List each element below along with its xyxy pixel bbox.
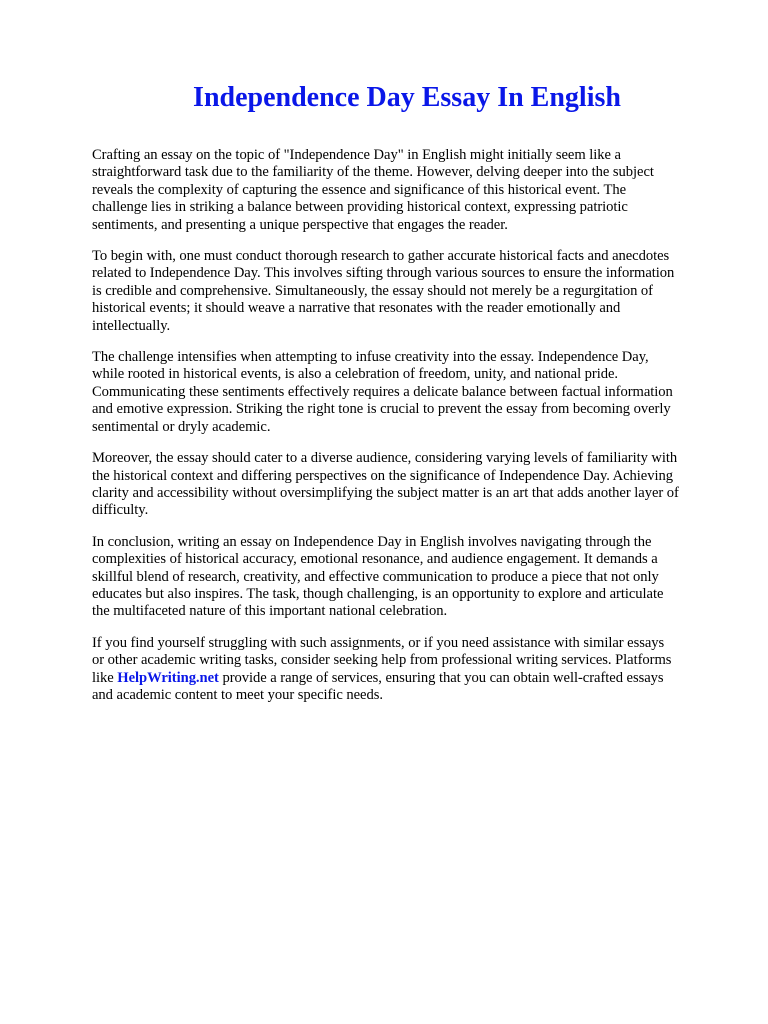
paragraph-line: difficulty. xyxy=(92,502,149,519)
closing-line-4: and academic content to meet your specific needs. xyxy=(92,686,383,703)
helpwriting-link[interactable]: HelpWriting.net xyxy=(117,669,219,686)
essay-body xyxy=(92,147,742,718)
paragraph-line: sentiments, and presenting a unique perspective that engages the reader. xyxy=(92,216,508,233)
paragraph-line: The challenge intensifies when attempting to infuse creativity into the essay. Independence Day, xyxy=(92,349,649,366)
paragraph-line: Moreover, the essay should cater to a diverse audience, considering varying levels of familiarity with xyxy=(92,450,678,467)
paragraph-line: In conclusion, writing an essay on Independence Day in English involves navigating through the xyxy=(92,533,652,550)
paragraph-line: the multifaceted nature of this important national celebration. xyxy=(92,603,448,620)
closing-paragraph xyxy=(92,635,742,705)
closing-line-3-start: like xyxy=(92,669,118,686)
paragraph-line: educates but also inspires. The task, though challenging, is an opportunity to explore and articulate xyxy=(92,585,664,602)
paragraph-line: complexities of historical accuracy, emotional resonance, and audience engagement. It demands a xyxy=(92,551,658,568)
closing-line-3 xyxy=(92,670,742,687)
closing-line-3-end: provide a range of services, ensuring that you can obtain well-crafted essays xyxy=(218,669,664,686)
paragraph-line: the historical context and differing perspectives on the significance of Independence Day. Achieving xyxy=(92,467,673,484)
paragraph-line: sentimental or dryly academic. xyxy=(92,418,271,435)
paragraph-line: and emotive expression. Striking the right tone is crucial to prevent the essay from becoming overly xyxy=(92,401,671,418)
paragraph-line: clarity and accessibility without oversimplifying the subject matter is an art that adds another layer of xyxy=(92,484,679,501)
paragraph-line: Crafting an essay on the topic of "Independence Day" in English might initially seem like a xyxy=(92,147,621,163)
page-title: Independence Day Essay In English xyxy=(193,82,621,113)
paragraph-list xyxy=(92,147,742,621)
essay-paragraph xyxy=(92,147,742,234)
essay-paragraph xyxy=(92,450,742,520)
closing-line-2: or other academic writing tasks, consider seeking help from professional writing services. Platforms xyxy=(92,652,672,669)
paragraph-line: intellectually. xyxy=(92,317,171,334)
essay-paragraph xyxy=(92,534,742,621)
essay-paragraph xyxy=(92,248,742,335)
paragraph-line: To begin with, one must conduct thorough research to gather accurate historical facts and anecdotes xyxy=(92,248,670,265)
paragraph-line: while rooted in historical events, is also a celebration of freedom, unity, and national pride. xyxy=(92,366,619,383)
paragraph-line: reveals the complexity of capturing the essence and significance of this historical event. The xyxy=(92,181,627,198)
paragraph-line: is credible and comprehensive. Simultaneously, the essay should not merely be a regurgitation of xyxy=(92,282,653,299)
paragraph-line: skillful blend of research, creativity, and effective communication to produce a piece that not only xyxy=(92,568,659,585)
paragraph-line: historical events; it should weave a narrative that resonates with the reader emotionally and xyxy=(92,300,621,317)
essay-paragraph xyxy=(92,349,742,436)
paragraph-line: straightforward task due to the familiarity of the theme. However, delving deeper into the subject xyxy=(92,164,654,181)
paragraph-line: Communicating these sentiments effectively requires a delicate balance between factual information xyxy=(92,383,673,400)
paragraph-line: related to Independence Day. This involves sifting through various sources to ensure the information xyxy=(92,265,675,282)
paragraph-line: challenge lies in striking a balance between providing historical context, expressing patriotic xyxy=(92,199,628,216)
closing-line-1: If you find yourself struggling with such assignments, or if you need assistance with similar essays xyxy=(92,634,665,651)
